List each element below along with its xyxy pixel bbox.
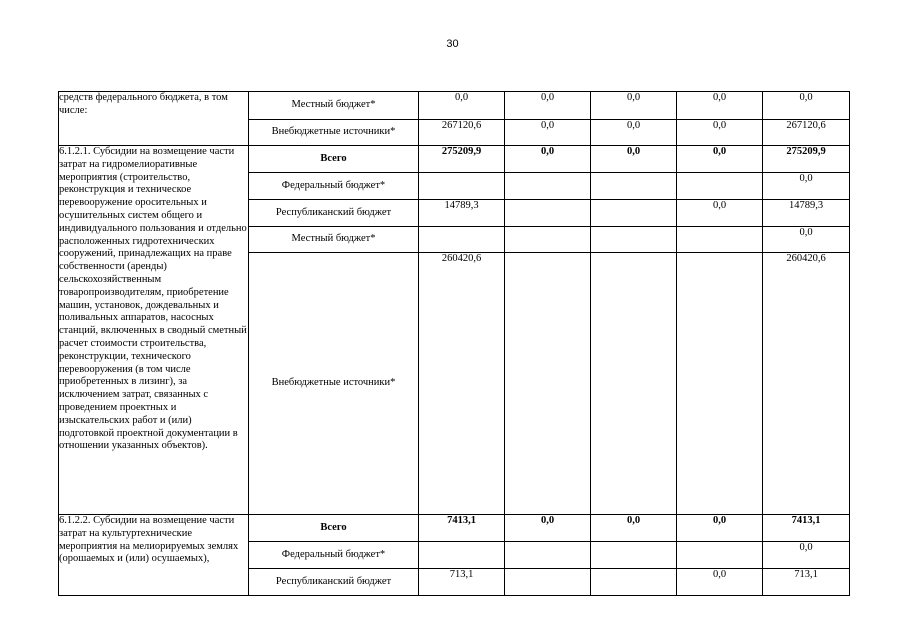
amount-cell	[591, 253, 677, 515]
amount-cell	[505, 542, 591, 569]
amount-cell	[591, 200, 677, 227]
amount-cell	[677, 542, 763, 569]
amount-cell	[505, 173, 591, 200]
amount-cell: 0,0	[419, 92, 505, 120]
amount-cell	[677, 173, 763, 200]
amount-cell	[591, 569, 677, 596]
page-number: 30	[446, 38, 459, 50]
amount-cell: 713,1	[763, 569, 850, 596]
funding-source-label: Федеральный бюджет*	[281, 548, 386, 560]
amount-cell: 275209,9	[763, 146, 850, 173]
amount-cell	[591, 542, 677, 569]
table-row	[59, 515, 850, 542]
amount-cell	[677, 227, 763, 253]
funding-source-label: Внебюджетные источники*	[271, 377, 396, 389]
amount-cell: 7413,1	[419, 515, 505, 542]
amount-cell	[505, 200, 591, 227]
amount-cell	[591, 173, 677, 200]
amount-cell: 7413,1	[763, 515, 850, 542]
amount-cell: 0,0	[505, 515, 591, 542]
amount-cell: 0,0	[677, 515, 763, 542]
funding-source	[249, 146, 419, 173]
measure-description: 6.1.2.1. Субсидии на возмещение части затрат на гидромелиоративные мероприятия (строительство, реконструкция и техническое перевооружение оросительных и осушительных систем общего и индивидуального пользования и отдельно расположенных гидротехнических сооружений, принадлежащих на праве собственности (аренды) сельскохозяйственным товаропроизводителям, приобретение машин, установок, дождевальных и поливальных аппаратов, насосных станций, включенных в сводный сметный расчет стоимости строительства, реконструкции, технического перевооружения (в том числе приобретенных в лизинг), за исключением затрат, связанных с проведением проектных и изыскательских работ и (или) подготовкой проектной документации в отношении указанных объектов).	[59, 146, 249, 515]
amount-cell	[505, 253, 591, 515]
funding-source-label: Всего	[320, 521, 347, 533]
amount-cell: 0,0	[763, 173, 850, 200]
amount-cell	[677, 253, 763, 515]
measure-description: 6.1.2.2. Субсидии на возмещение части затрат на культуртехнические мероприятия на мелиорируемых землях (орошаемых и (или) осушаемых),	[59, 515, 249, 596]
table-row	[59, 146, 850, 173]
amount-cell: 260420,6	[419, 253, 505, 515]
funding-source-label: Республиканский бюджет	[275, 206, 392, 218]
funding-source-label: Федеральный бюджет*	[281, 179, 386, 191]
amount-cell: 0,0	[677, 200, 763, 227]
funding-source	[249, 92, 419, 120]
amount-cell: 0,0	[677, 92, 763, 120]
funding-source-label: Республиканский бюджет	[275, 575, 392, 587]
amount-cell: 0,0	[677, 120, 763, 146]
amount-cell: 713,1	[419, 569, 505, 596]
funding-source	[249, 173, 419, 200]
amount-cell: 0,0	[505, 92, 591, 120]
amount-cell	[419, 173, 505, 200]
funding-source-label: Всего	[320, 152, 347, 164]
funding-source	[249, 253, 419, 515]
amount-cell: 0,0	[677, 569, 763, 596]
funding-source	[249, 200, 419, 227]
budget-table-body	[59, 92, 850, 596]
amount-cell: 260420,6	[763, 253, 850, 515]
table-row	[59, 92, 850, 120]
amount-cell: 0,0	[763, 92, 850, 120]
amount-cell: 0,0	[591, 120, 677, 146]
amount-cell	[505, 569, 591, 596]
amount-cell: 14789,3	[419, 200, 505, 227]
amount-cell: 267120,6	[419, 120, 505, 146]
amount-cell: 0,0	[763, 227, 850, 253]
funding-source-label: Местный бюджет*	[291, 99, 376, 111]
amount-cell: 0,0	[591, 515, 677, 542]
funding-source	[249, 120, 419, 146]
amount-cell: 267120,6	[763, 120, 850, 146]
amount-cell: 0,0	[505, 146, 591, 173]
budget-table	[58, 91, 850, 596]
funding-source	[249, 227, 419, 253]
funding-source	[249, 542, 419, 569]
funding-source-label: Внебюджетные источники*	[271, 126, 396, 138]
amount-cell	[419, 227, 505, 253]
amount-cell	[591, 227, 677, 253]
funding-source-label: Местный бюджет*	[291, 233, 376, 245]
funding-source	[249, 515, 419, 542]
funding-source	[249, 569, 419, 596]
amount-cell	[505, 227, 591, 253]
amount-cell: 0,0	[591, 146, 677, 173]
amount-cell: 0,0	[763, 542, 850, 569]
amount-cell	[419, 542, 505, 569]
measure-description: средств федерального бюджета, в том числе:	[59, 92, 249, 146]
amount-cell: 0,0	[505, 120, 591, 146]
amount-cell: 275209,9	[419, 146, 505, 173]
amount-cell: 0,0	[591, 92, 677, 120]
amount-cell: 14789,3	[763, 200, 850, 227]
amount-cell: 0,0	[677, 146, 763, 173]
